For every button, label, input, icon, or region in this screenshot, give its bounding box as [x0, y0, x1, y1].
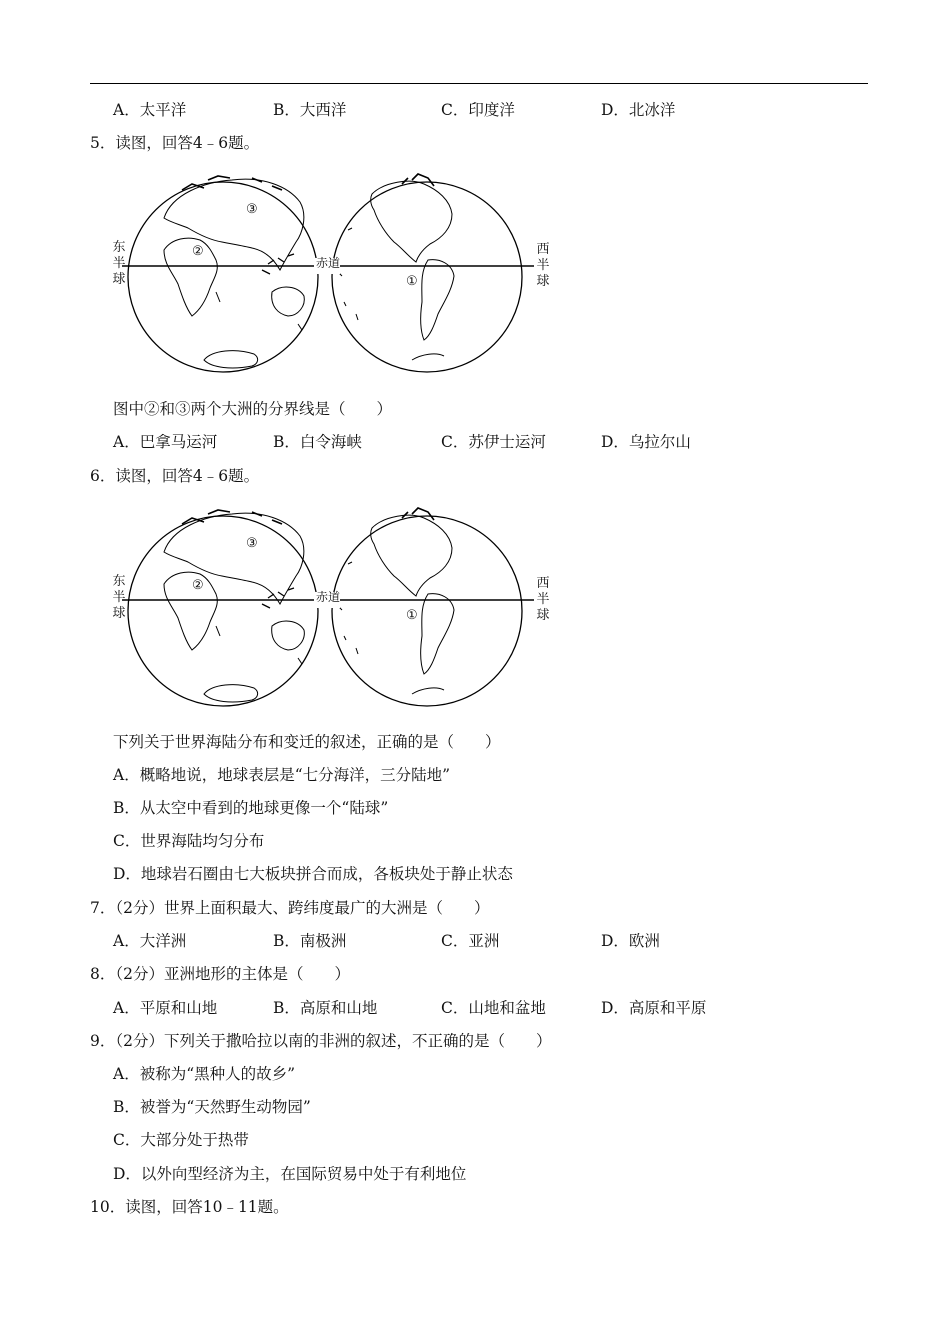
marker-3: ③	[246, 202, 258, 217]
q5-stem: 5．读图，回答4﹣6题。	[90, 134, 260, 152]
q6-option-b[interactable]: B．从太空中看到的地球更像一个“陆球”	[113, 799, 389, 817]
q8-option-b[interactable]: B．高原和山地	[273, 999, 378, 1017]
q7-option-c[interactable]: C．亚洲	[441, 932, 500, 950]
q9-option-a[interactable]: A．被称为“黑种人的故乡”	[113, 1065, 296, 1083]
equator-label: 赤道	[316, 256, 341, 270]
q9-option-c[interactable]: C．大部分处于热带	[113, 1131, 249, 1149]
marker-1: ①	[406, 274, 418, 289]
header-rule	[90, 83, 868, 84]
marker-2: ②	[192, 578, 204, 593]
q6-stem: 6．读图，回答4﹣6题。	[90, 467, 260, 485]
equator-label: 赤道	[316, 590, 341, 604]
q5-question: 图中②和③两个大洲的分界线是（ ）	[113, 400, 393, 418]
q8-option-c[interactable]: C．山地和盆地	[441, 999, 546, 1017]
q5-option-b[interactable]: B．白令海峡	[273, 433, 362, 451]
west-hemisphere-label: 西 半 球	[536, 242, 550, 289]
q7-stem: 7．（2分）世界上面积最大、跨纬度最广的大洲是（ ）	[90, 899, 490, 917]
q6-option-a[interactable]: A．概略地说，地球表层是“七分海洋，三分陆地”	[113, 766, 451, 784]
east-hemisphere-label: 东 半 球	[112, 240, 126, 287]
q5-option-d[interactable]: D．乌拉尔山	[601, 433, 691, 451]
marker-1: ①	[406, 608, 418, 623]
world-hemispheres-map-1	[112, 160, 552, 394]
world-hemispheres-map-2	[112, 494, 552, 728]
q5-option-c[interactable]: C．苏伊士运河	[441, 433, 546, 451]
q10-stem: 10．读图，回答10﹣11题。	[90, 1198, 289, 1216]
q6-question: 下列关于世界海陆分布和变迁的叙述，正确的是（ ）	[113, 733, 501, 751]
q4-option-b[interactable]: B．大西洋	[273, 101, 347, 119]
q8-stem: 8．（2分）亚洲地形的主体是（ ）	[90, 965, 350, 983]
q8-option-d[interactable]: D．高原和平原	[601, 999, 707, 1017]
q4-option-d[interactable]: D．北冰洋	[601, 101, 676, 119]
q6-option-c[interactable]: C．世界海陆均匀分布	[113, 832, 265, 850]
q9-stem: 9．（2分）下列关于撒哈拉以南的非洲的叙述，不正确的是（ ）	[90, 1032, 552, 1050]
q4-option-a[interactable]: A．太平洋	[113, 101, 187, 119]
q7-option-d[interactable]: D．欧洲	[601, 932, 660, 950]
west-hemisphere-label: 西 半 球	[536, 576, 550, 623]
q9-option-d[interactable]: D．以外向型经济为主，在国际贸易中处于有利地位	[113, 1165, 467, 1183]
q7-option-b[interactable]: B．南极洲	[273, 932, 347, 950]
q7-option-a[interactable]: A．大洋洲	[113, 932, 187, 950]
east-hemisphere-label: 东 半 球	[112, 574, 126, 621]
q4-option-c[interactable]: C．印度洋	[441, 101, 515, 119]
marker-2: ②	[192, 244, 204, 259]
q9-option-b[interactable]: B．被誉为“天然野生动物园”	[113, 1098, 311, 1116]
q5-option-a[interactable]: A．巴拿马运河	[113, 433, 218, 451]
q6-option-d[interactable]: D．地球岩石圈由七大板块拼合而成，各板块处于静止状态	[113, 865, 513, 883]
marker-3: ③	[246, 536, 258, 551]
q8-option-a[interactable]: A．平原和山地	[113, 999, 218, 1017]
